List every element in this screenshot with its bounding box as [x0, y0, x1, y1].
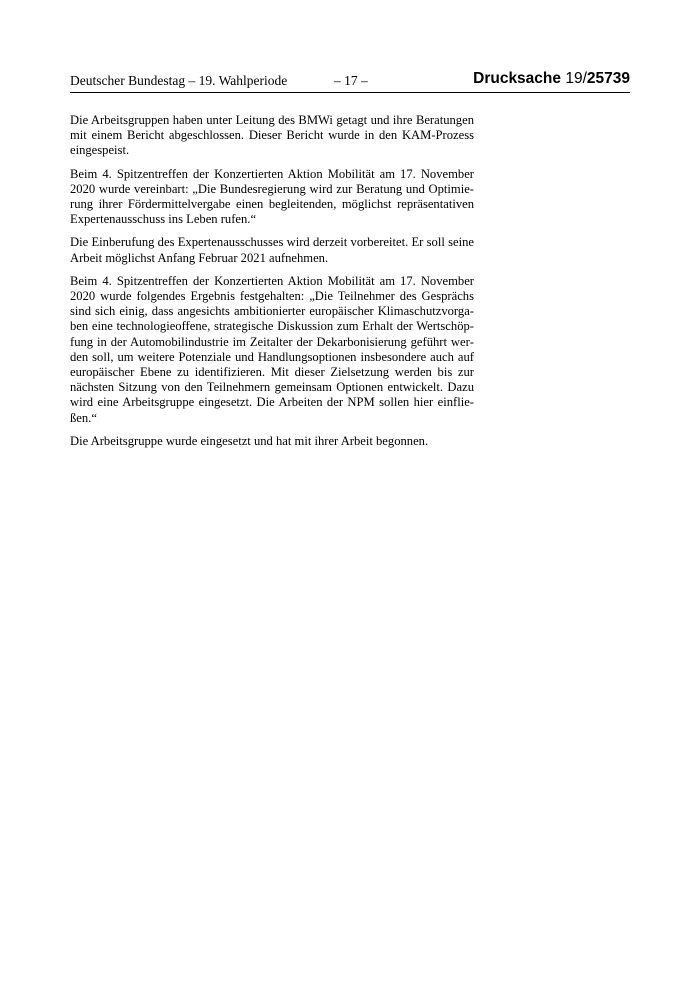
- paragraph: Die Arbeitsgruppen haben unter Leitung des BMWi getagt und ihre Beratungen mit einem Bericht abgeschlossen. Dieser Bericht wurde in den KAM-Prozess eingespeist.: [70, 113, 474, 158]
- paragraph: Die Arbeitsgruppe wurde eingesetzt und hat mit ihrer Arbeit begonnen.: [70, 433, 429, 448]
- document-number-label: Drucksache: [473, 70, 562, 87]
- page-number: – 17 –: [334, 73, 368, 88]
- document-number-value: 25739: [586, 70, 630, 87]
- page-header: [70, 70, 630, 93]
- header-left-title: Deutscher Bundestag – 19. Wahlperiode: [70, 73, 288, 88]
- document-number: [473, 70, 630, 88]
- document-number-prefix: 19/: [565, 70, 587, 87]
- paragraph: Die Einberufung des Expertenausschusses wird derzeit vorbereitet. Er soll seine Arbeit möglichst Anfang Februar 2021 aufnehmen.: [70, 235, 474, 265]
- paragraph: Beim 4. Spitzentreffen der Konzertierten Aktion Mobilität am 17. November 2020 wurde vereinbart: „Die Bundesregierung wird zur Beratung und Optimierung ihrer Fördermittelvergabe einen begleitenden, möglichst repräsentativen Expertenausschuss ins Leben rufen.“: [70, 166, 474, 227]
- body-text: [70, 113, 474, 457]
- paragraph: Beim 4. Spitzentreffen der Konzertierten Aktion Mobilität am 17. November 2020 wurde folgendes Ergebnis festgehalten: „Die Teilnehmer des Gesprächs sind sich einig, dass angesichts ambitionierter europäischer Klimaschutzvorgaben eine technologieoffene, strategische Diskussion zum Erhalt der Wertschöpfung in der Automobilindustrie im Zeitalter der Dekarbonisierung geführt werden soll, um weitere Potenziale und Handlungsoptionen insbesondere auch auf europäischer Ebene zu identifizieren. Mit dieser Zielsetzung werden bis zur nächsten Sitzung von den Teilnehmern gemeinsam Optionen entwickelt. Dazu wird eine Arbeitsgruppe eingesetzt. Die Arbeiten der NPM sollen hier einfließen.“: [70, 273, 474, 425]
